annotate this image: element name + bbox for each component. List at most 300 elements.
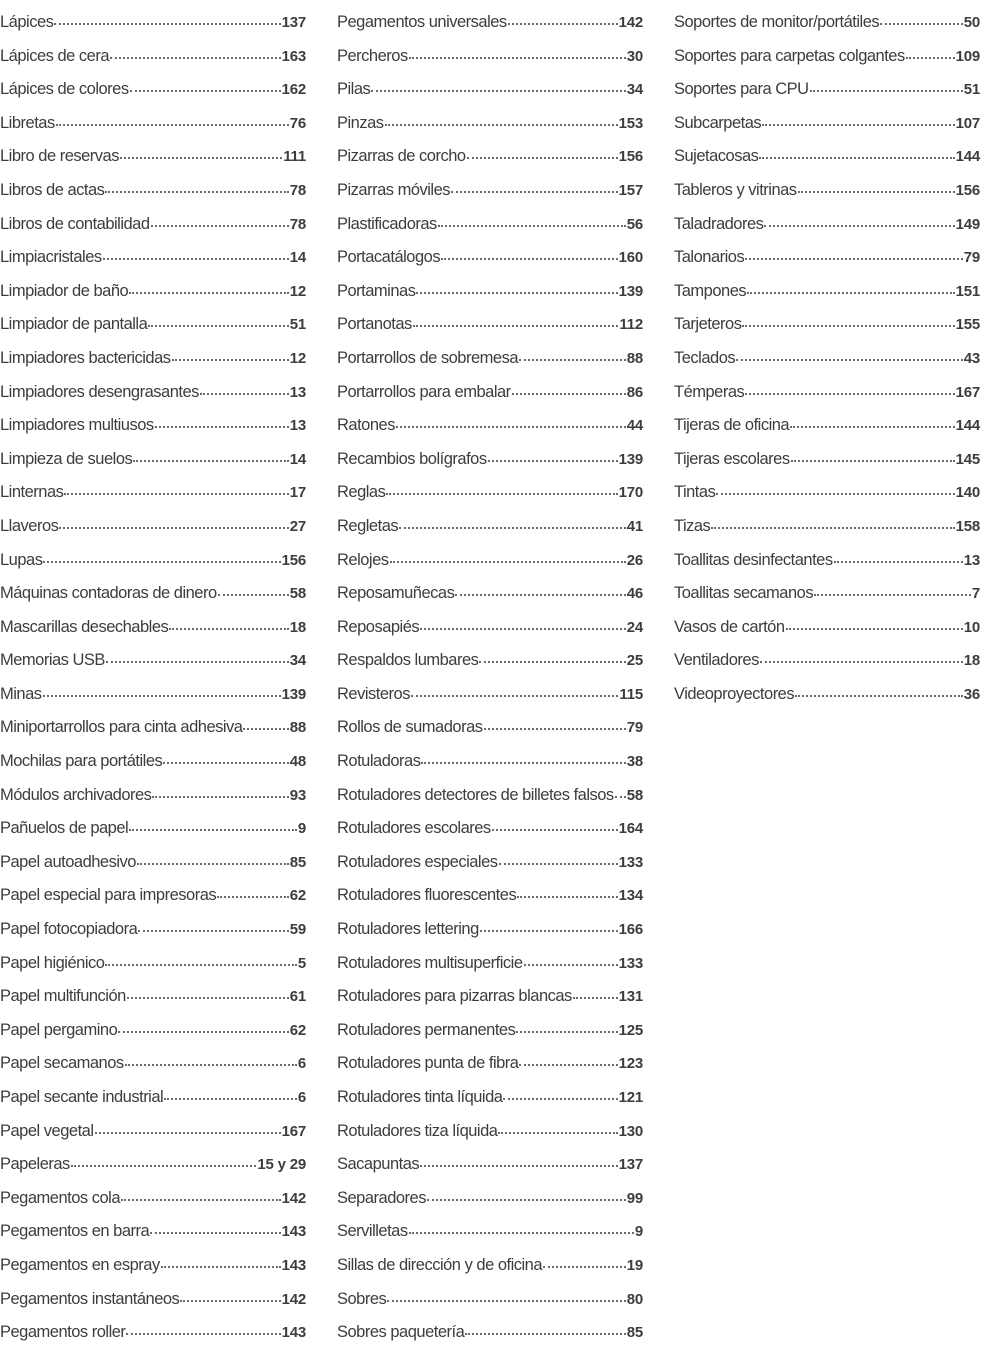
index-entry-page-number: 78 [289,181,306,199]
index-entry-term: Tijeras escolares [674,449,790,468]
index-entry-page-number: 145 [955,450,980,468]
dot-leader [169,615,288,632]
index-entry [337,510,643,544]
index-entry-page-number: 142 [281,1189,306,1207]
index-entry-page-number: 99 [626,1189,643,1207]
index-entry [0,1316,306,1350]
dot-leader [790,414,954,431]
index-entry-page-number: 167 [281,1122,306,1140]
index-entry-term: Soportes de monitor/portátiles [674,13,880,31]
index-entry-page-number: 9 [297,820,306,838]
dot-leader [151,212,289,229]
index-entry-page-number: 56 [626,215,643,233]
index-entry-page-number: 163 [281,47,306,65]
index-entry [674,644,980,678]
index-entry-page-number: 26 [626,551,643,569]
index-entry-term: Respaldos lumbares [337,651,479,670]
index-entry [337,1316,643,1350]
index-entry [674,577,980,611]
dot-leader [498,1119,617,1136]
index-entry-page-number: 142 [618,14,643,31]
index-entry [0,644,306,678]
dot-leader [416,279,617,296]
index-entry-term: Sobres paquetería [337,1323,465,1342]
index-entry-term: Rotuladores multisuperficie [337,953,523,972]
dot-leader [54,11,280,28]
index-entry [0,107,306,141]
index-entry-term: Pizarras móviles [337,180,451,199]
index-entry-page-number: 144 [955,417,980,435]
index-entry [674,510,980,544]
dot-leader [103,246,289,263]
index-entry-page-number: 80 [626,1290,643,1308]
index-entry-term: Toallitas secamanos [674,584,814,603]
index-entry-term: Ratones [337,416,395,435]
index-entry [337,241,643,275]
index-entry-term: Pegamentos instantáneos [0,1289,180,1308]
dot-leader [742,313,954,330]
index-entry-term: Pegamentos roller [0,1323,126,1342]
index-entry-term: Memorias USB [0,651,105,670]
dot-leader [390,548,626,565]
index-entry [0,611,306,645]
dot-leader [385,111,618,128]
dot-leader [386,481,617,498]
index-entry [337,544,643,578]
dot-leader [105,951,296,968]
index-entry [337,342,643,376]
dot-leader [764,212,954,229]
dot-leader [150,1220,280,1237]
index-entry [0,913,306,947]
index-entry-page-number: 125 [618,1021,643,1039]
dot-leader [745,246,962,263]
index-entry-page-number: 155 [955,316,980,334]
dot-leader [137,850,289,867]
index-entry-page-number: 27 [289,517,306,535]
index-entry [337,980,643,1014]
index-entry [337,745,643,779]
dot-leader [760,649,963,666]
index-entry [0,1215,306,1249]
index-entry-term: Módulos archivadores [0,785,152,804]
dot-leader [467,145,618,162]
index-entry-page-number: 142 [281,1290,306,1308]
index-entry [0,140,306,174]
index-entry-term: Rotuladores especiales [337,852,498,871]
dot-leader [217,884,289,901]
index-entry [674,342,980,376]
index-entry-term: Papel autoadhesivo [0,852,136,871]
index-entry-page-number: 167 [955,383,980,401]
index-entry [0,1148,306,1182]
index-entry-term: Limpieza de suelos [0,449,133,468]
dot-leader [411,682,618,699]
index-entry-page-number: 34 [289,652,306,670]
index-entry-page-number: 160 [618,249,643,267]
index-entry-term: Servilletas [337,1222,408,1241]
index-entry [337,409,643,443]
index-entry-page-number: 151 [955,282,980,300]
index-entry-page-number: 133 [618,853,643,871]
index-entry-page-number: 12 [289,349,306,367]
index-entry [337,6,643,40]
index-entry-term: Papel multifunción [0,987,126,1006]
index-entry [0,1115,306,1149]
index-entry-term: Máquinas contadoras de dinero [0,584,217,603]
index-entry-term: Pizarras de corcho [337,147,466,166]
index-entry [0,275,306,309]
dot-leader [834,548,963,565]
dot-leader [126,1321,280,1338]
index-entry-page-number: 156 [955,181,980,199]
dot-leader [95,1119,281,1136]
dot-leader [105,178,288,195]
dot-leader [56,111,289,128]
index-entry [0,443,306,477]
index-entry-page-number: 58 [626,786,643,804]
index-entry-term: Talonarios [674,248,745,267]
index-entry [674,40,980,74]
index-entry-term: Rotuladores lettering [337,920,479,939]
index-entry [337,275,643,309]
index-entry-page-number: 13 [963,551,980,569]
index-entry [0,980,306,1014]
index-entry-term: Percheros [337,46,408,65]
index-entry [337,1081,643,1115]
index-entry-term: Sacapuntas [337,1155,420,1174]
dot-leader [387,1287,625,1304]
index-entry-term: Limpiador de baño [0,281,129,300]
index-entry [674,208,980,242]
dot-leader [59,514,288,531]
dot-leader [519,1052,617,1069]
dot-leader [130,78,281,95]
dot-leader [110,44,281,61]
index-entry-term: Tampones [674,281,747,300]
dot-leader [138,918,288,935]
index-entry-term: Papel secante industrial [0,1088,164,1106]
index-entry [0,308,306,342]
dot-leader [791,447,955,464]
index-entry [337,308,643,342]
index-entry-term: Limpiadores desengrasantes [0,382,199,401]
dot-leader [786,615,963,632]
dot-leader [480,918,618,935]
index-column-1 [0,6,306,1350]
index-entry [0,1249,306,1283]
index-entry-page-number: 36 [963,685,980,703]
dot-leader [795,682,963,699]
index-entry [337,1182,643,1216]
index-entry-page-number: 112 [619,316,643,334]
dot-leader [759,145,954,162]
index-entry-page-number: 41 [626,517,643,535]
index-entry-term: Papel especial para impresoras [0,886,217,905]
index-entry-term: Llaveros [0,516,59,535]
index-entry [674,6,980,40]
index-entry [674,275,980,309]
index-entry [337,1249,643,1283]
index-entry-page-number: 19 [626,1256,643,1274]
dot-leader [880,11,963,28]
index-entry [674,544,980,578]
index-entry-term: Soportes para carpetas colgantes [674,46,905,65]
index-entry-page-number: 18 [289,618,306,636]
dot-leader [906,44,955,61]
dot-leader [120,145,282,162]
index-entry [674,443,980,477]
index-entry [674,611,980,645]
index-entry-page-number: 153 [618,114,643,132]
dot-leader [409,44,626,61]
dot-leader [129,817,297,834]
dot-leader [121,1186,281,1203]
index-entry-page-number: 139 [281,685,306,703]
index-entry-page-number: 123 [618,1055,643,1073]
dot-leader [517,884,617,901]
index-entry [0,1182,306,1216]
dot-leader [161,1253,281,1270]
index-entry-term: Libro de reservas [0,147,119,166]
index-entry-page-number: 59 [289,921,306,939]
dot-leader [243,716,288,733]
dot-leader [164,1086,297,1103]
index-entry-page-number: 131 [618,988,643,1006]
dot-leader [492,817,618,834]
index-entry-term: Portaminas [337,281,416,300]
index-entry-term: Rotuladores detectores de billetes falsos [337,785,614,804]
index-entry [0,1014,306,1048]
index-entry-page-number: 86 [626,383,643,401]
index-entry [0,476,306,510]
index-entry-term: Ventiladores [674,651,759,670]
index-entry [337,208,643,242]
index-entry-term: Portarrollos para embalar [337,382,511,401]
index-entry-term: Pegamentos en espray [0,1255,160,1274]
index-entry-page-number: 76 [289,114,306,132]
index-entry-page-number: 13 [289,383,306,401]
index-entry-page-number: 38 [626,753,643,771]
dot-leader [543,1253,626,1270]
index-entry [337,476,643,510]
index-entry-term: Teclados [674,348,736,367]
index-entry-term: Pilas [337,80,371,99]
index-entry-term: Papel pergamino [0,1020,118,1039]
index-entry [0,409,306,443]
index-entry-term: Rollos de sumadoras [337,718,483,737]
dot-leader [488,447,618,464]
index-entry [674,174,980,208]
dot-leader [200,380,289,397]
index-entry-term: Regletas [337,516,399,535]
index-entry [674,476,980,510]
index-entry-term: Minas [0,684,42,703]
index-entry [337,1115,643,1149]
index-entry [674,308,980,342]
index-entry-term: Libros de actas [0,180,105,199]
index-entry-term: Miniportarrollos para cinta adhesiva [0,718,243,737]
dot-leader [516,1018,617,1035]
index-entry [0,678,306,712]
index-entry [337,879,643,913]
index-entry-page-number: 133 [618,954,643,972]
dot-leader [413,313,619,330]
index-entry [674,409,980,443]
dot-leader [152,783,288,800]
index-entry [0,342,306,376]
index-entry-page-number: 12 [289,282,306,300]
index-entry-term: Pegamentos universales [337,13,507,31]
index-entry-term: Taladradores [674,214,764,233]
index-entry-page-number: 61 [289,988,306,1006]
index-entry-page-number: 50 [963,14,980,31]
index-entry-page-number: 107 [955,114,980,132]
index-entry-page-number: 51 [963,81,980,99]
index-entry-page-number: 111 [283,148,306,166]
index-entry-term: Lápices de cera [0,46,109,65]
dot-leader [524,951,618,968]
dot-leader [409,1220,634,1237]
dot-leader [814,582,971,599]
dot-leader [43,548,280,565]
index-entry-term: Portarrollos de sobremesa [337,348,519,367]
dot-leader [118,1018,288,1035]
index-entry-page-number: 48 [289,753,306,771]
index-entry-term: Rotuladores tinta líquida [337,1088,503,1106]
index-entry [337,73,643,107]
index-entry-page-number: 156 [618,148,643,166]
index-entry-page-number: 140 [955,484,980,502]
index-entry [337,812,643,846]
index-entry [0,846,306,880]
dot-leader [106,649,289,666]
index-entry-term: Tarjeteros [674,315,742,334]
index-entry-page-number: 143 [281,1256,306,1274]
product-index [0,6,988,1356]
index-entry-term: Papeleras [0,1155,70,1174]
index-entry [337,1014,643,1048]
dot-leader [798,178,955,195]
index-entry-page-number: 14 [289,249,306,267]
index-entry [0,711,306,745]
dot-leader [508,11,618,28]
index-entry-page-number: 78 [289,215,306,233]
index-entry [337,644,643,678]
index-entry-term: Sujetacosas [674,147,759,166]
index-entry-term: Vasos de cartón [674,617,785,636]
index-entry [337,443,643,477]
dot-leader [421,750,625,767]
index-entry-term: Subcarpetas [674,113,762,132]
index-entry [0,947,306,981]
index-entry-term: Revisteros [337,684,410,703]
index-entry-term: Tijeras de oficina [674,416,790,435]
index-entry-page-number: 115 [619,685,643,703]
index-entry [674,241,980,275]
index-entry-page-number: 62 [289,1021,306,1039]
index-entry [337,947,643,981]
index-entry-term: Tizas [674,516,711,535]
index-entry-page-number: 88 [626,349,643,367]
index-entry-page-number: 24 [626,618,643,636]
dot-leader [615,783,626,800]
index-entry [0,6,306,40]
index-entry-term: Toallitas desinfectantes [674,550,833,569]
dot-leader [451,178,618,195]
index-entry [674,376,980,410]
index-entry [337,107,643,141]
index-entry-page-number: 6 [297,1089,306,1106]
index-entry-page-number: 143 [281,1324,306,1342]
index-entry-page-number: 158 [955,517,980,535]
dot-leader [148,313,288,330]
index-entry [0,879,306,913]
dot-leader [371,78,625,95]
index-entry [0,208,306,242]
index-entry-term: Lápices de colores [0,80,129,99]
index-entry-page-number: 13 [289,417,306,435]
index-entry-page-number: 34 [626,81,643,99]
index-entry-page-number: 139 [618,282,643,300]
index-entry [0,73,306,107]
index-entry [674,73,980,107]
index-entry-term: Tintas [674,483,716,502]
dot-leader [747,279,954,296]
index-entry-term: Separadores [337,1188,426,1207]
index-entry-page-number: 9 [634,1223,643,1241]
index-entry [0,544,306,578]
index-entry-page-number: 25 [626,652,643,670]
dot-leader [399,514,626,531]
dot-leader [465,1321,625,1338]
dot-leader [172,346,289,363]
index-entry [674,140,980,174]
index-entry-term: Libros de contabilidad [0,214,150,233]
index-entry [337,1047,643,1081]
index-entry [674,107,980,141]
index-entry [0,745,306,779]
index-entry-term: Rotuladores tiza líquida [337,1121,498,1140]
dot-leader [716,481,954,498]
index-entry [337,140,643,174]
index-entry-term: Portacatálogos [337,248,441,267]
index-entry [337,40,643,74]
index-entry [0,174,306,208]
dot-leader [512,380,626,397]
index-entry-page-number: 121 [618,1089,643,1106]
index-entry-page-number: 79 [626,719,643,737]
index-entry-term: Mascarillas desechables [0,617,169,636]
index-entry-term: Pañuelos de papel [0,819,129,838]
index-entry-term: Portanotas [337,315,412,334]
index-entry [337,1283,643,1317]
index-entry [337,678,643,712]
index-entry-term: Pegamentos en barra [0,1222,150,1241]
index-entry-term: Limpiadores bactericidas [0,348,171,367]
dot-leader [155,414,289,431]
index-entry-term: Limpiacristales [0,248,102,267]
dot-leader [503,1086,617,1103]
index-entry-page-number: 143 [281,1223,306,1241]
index-entry-page-number: 137 [281,14,306,31]
dot-leader [180,1287,280,1304]
index-entry-page-number: 139 [618,450,643,468]
index-entry-page-number: 14 [289,450,306,468]
index-entry-page-number: 5 [297,954,306,972]
index-entry-term: Rotuladores escolares [337,819,491,838]
index-entry-page-number: 7 [971,585,980,603]
